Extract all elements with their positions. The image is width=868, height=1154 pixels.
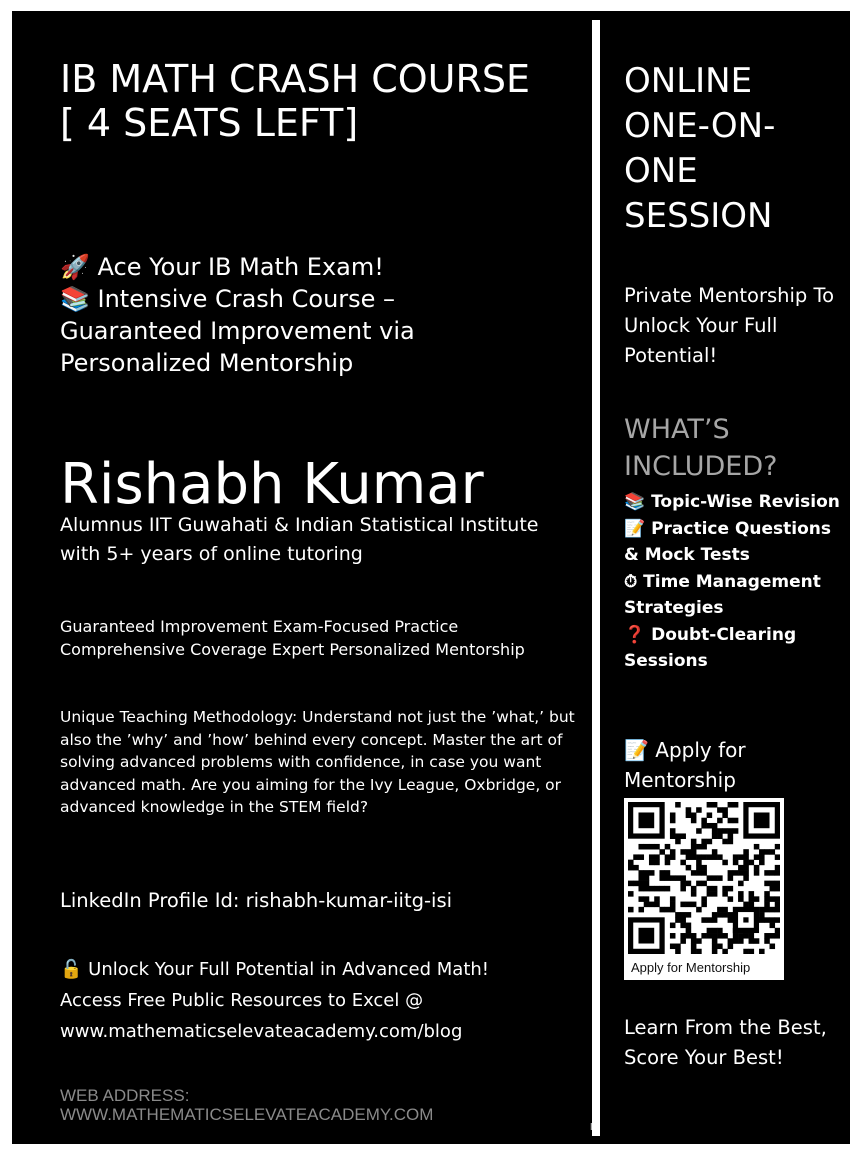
blog-link[interactable]: www.mathematicselevateacademy.com/blog	[60, 1021, 463, 1042]
tagline-line: 📚 Intensive Crash Course –	[60, 285, 396, 313]
stopwatch-icon: ⏱	[624, 571, 638, 592]
qr-code-icon	[628, 802, 780, 954]
unlock-icon: 🔓	[60, 959, 83, 980]
mentorship-text: Private Mentorship To Unlock Your Full Potential!	[624, 284, 834, 367]
list-item: 📚 Topic-Wise Revision	[624, 489, 846, 516]
tutor-name: Rishabh Kumar	[60, 452, 484, 517]
feature-line: Guaranteed Improvement Exam-Focused Practice	[60, 617, 459, 636]
resources-line: Access Free Public Resources to Excel @	[60, 990, 424, 1011]
tagline-line: Personalized Mentorship	[60, 349, 354, 377]
list-item: 📝 Practice Questions & Mock Tests	[624, 516, 846, 569]
column-divider	[592, 20, 600, 1136]
tagline-line: Guaranteed Improvement via	[60, 317, 415, 345]
feature-list	[60, 615, 525, 661]
closing-slogan: Learn From the Best, Score Your Best!	[624, 1016, 827, 1069]
teaching-methodology: Unique Teaching Methodology: Understand not just the ’what,’ but also the ’why’ and ’how’ behind every concept. Master the art of solving advanced problems with confidence, in case you want advanced math. Are you aiming for the Ivy League, Oxbridge, or advanced knowledge in the STEM field?	[60, 708, 575, 816]
resources-line: 🔓 Unlock Your Full Potential in Advanced Math!	[60, 954, 580, 985]
apply-for-mentorship[interactable]: 📝 Apply for Mentorship	[624, 735, 839, 795]
memo-icon: 📝	[624, 518, 646, 539]
books-icon: 📚	[624, 492, 646, 512]
tagline	[60, 251, 560, 379]
list-item: ❓ Doubt-Clearing Sessions	[624, 622, 846, 675]
list-item: ⏱ Time Management Strategies	[624, 569, 846, 622]
books-icon: 📚	[60, 285, 90, 313]
resources-block	[60, 954, 580, 1047]
tagline-line: 🚀 Ace Your IB Math Exam!	[60, 253, 384, 281]
included-heading: WHAT’S INCLUDED?	[624, 414, 778, 482]
qr-caption: Apply for Mentorship	[631, 960, 751, 975]
tutor-credentials: Alumnus IIT Guwahati & Indian Statistical Institute with 5+ years of online tutoring	[60, 514, 539, 565]
rocket-icon: 🚀	[60, 253, 90, 281]
included-list	[624, 489, 846, 675]
web-address-label: WEB ADDRESS:	[60, 1086, 190, 1105]
course-title: IB MATH CRASH COURSE [ 4 SEATS LEFT]	[60, 57, 531, 145]
qr-code[interactable]	[624, 798, 784, 980]
web-address-url[interactable]: WWW.MATHEMATICSELEVATEACADEMY.COM	[60, 1105, 434, 1124]
question-icon: ❓	[624, 624, 646, 645]
web-address	[60, 1086, 433, 1124]
memo-icon: 📝	[624, 738, 649, 762]
flyer	[12, 11, 850, 1144]
session-title: ONLINE ONE-ON- ONE SESSION	[624, 61, 776, 236]
linkedin-profile: LinkedIn Profile Id: rishabh-kumar-iitg-isi	[60, 889, 453, 912]
feature-line: Comprehensive Coverage Expert Personalized Mentorship	[60, 640, 525, 659]
corner-mark: l|	[590, 1123, 596, 1133]
